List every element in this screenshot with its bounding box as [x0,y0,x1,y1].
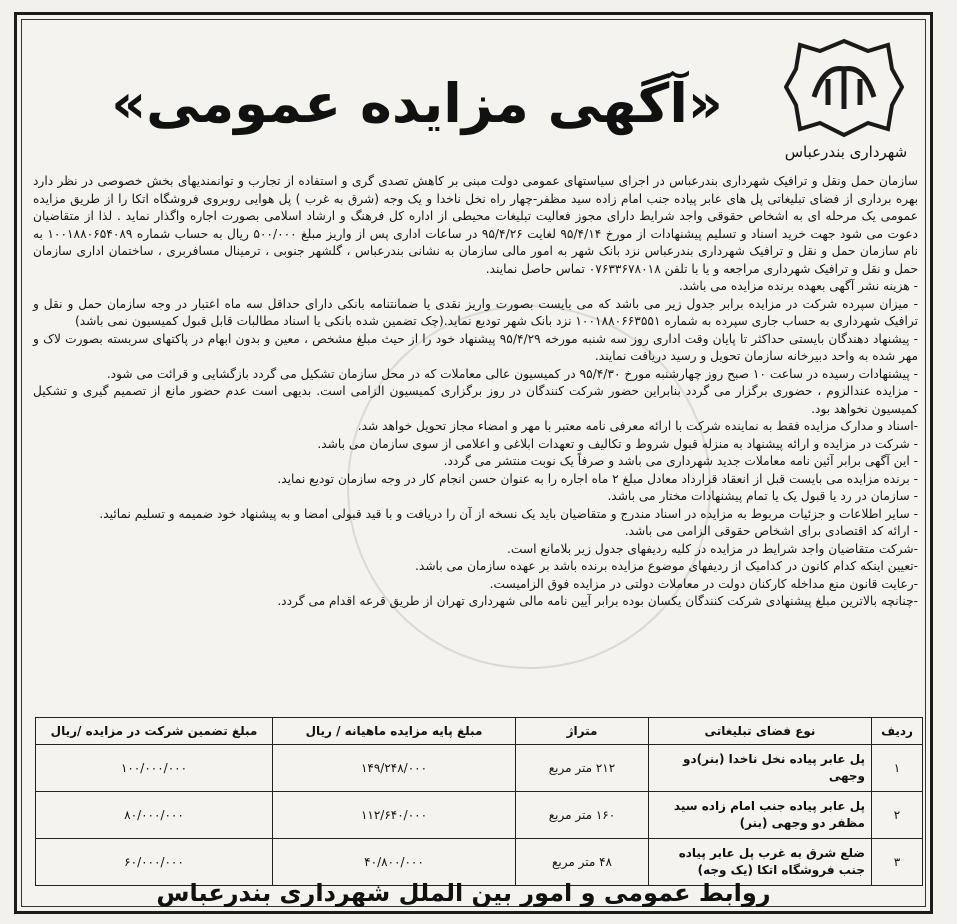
table-row [36,745,923,792]
col-header-row-number: ردیف [872,718,923,745]
guarantee: ۱۰۰/۰۰۰/۰۰۰ [36,745,273,792]
ad-type: پل عابر پیاده جنب امام زاده سید مظفر دو وجهی (بنر) [649,792,872,839]
condition-item: - پیشنهادات رسیده در ساعت ۱۰ صبح روز چهارشنبه مورخ ۹۵/۴/۳۰ در کمیسیون عالی معاملات که در محل سازمان تشکیل می گردد بازگشایی و قرائت می شود. [106,366,918,381]
condition-item: - این آگهی برابر آئین نامه معاملات جدید شهرداری می باشد و صرفاً یک نوبت منتشر می گردد. [443,454,918,468]
condition-item: - میزان سپرده شرکت در مزایده برابر جدول زیر می باشد که می بایست بصورت واریز نقدی یا ضمانتنامه بانکی دارای حداقل سه ماه اعتبار در وجه سازمان حمل و نقل و ترافیک شهرداری به حساب جاری سپرده به شماره ۱۰۰۱۸۸۰۶۶۳۵۵۱ نزد بانک شهر تودیع نماید.(چک تضمین شده بانکی یا اسناد مطالبات قابل قبول کمیسیون نمی باشد) [33,296,918,328]
org-name: شهرداری بندرعباس [784,143,908,161]
base-price: ۱۴۹/۲۴۸/۰۰۰ [273,745,516,792]
condition-item: - مزایده عندالزوم ، حضوری برگزار می گردد بنابراین حضور شرکت کنندگان در روز برگزاری کمیسیون الزامی است. بدیهی است عدم حضور مانع از تصمیم گیری و تشکیل کمیسیون نخواهد بود. [33,384,918,416]
row-number: ۳ [872,839,923,886]
condition-item: - هزینه نشر آگهی بعهده برنده مزایده می باشد. [678,279,918,293]
row-number: ۱ [872,745,923,792]
col-header-guarantee: مبلغ تضمین شرکت در مزایده /ریال [36,718,273,745]
condition-item: - سایر اطلاعات و جزئیات مربوط به مزایده در اسناد مندرج و متقاضیان باید یک نسخه از آن را دریافت و با قید قبولی امضا و به پیشنهاد خود ضمیمه و تسلیم نمائید. [99,506,918,521]
municipality-logo-icon [784,35,904,140]
guarantee: ۶۰/۰۰۰/۰۰۰ [36,839,273,886]
table-row [36,792,923,839]
ad-type: ضلع شرق به غرب پل عابر پیاده جنب فروشگاه اتکا (یک وجه) [649,839,872,886]
ad-body [33,173,918,611]
col-header-ad-type: نوع فضای تبلیغاتی [649,718,872,745]
condition-item: - ارائه کد اقتصادی برای اشخاص حقوقی الزامی می باشد. [624,524,918,538]
intro-paragraph: سازمان حمل ونقل و ترافیک شهرداری بندرعباس در اجرای سیاستهای عمومی دولت مبنی بر کاهش تصدی گری و استفاده از تجارب و توانمندیهای بخش خصوصی در نظر دارد بهره برداری از فضای تبلیغاتی پل های عابر پیاده جنب امام زاده سید مظفر-چهار راه نخل ناخدا و یک وجه (شرق به غرب ) پل هوایی روبروی فروشگاه اتکا را از طریق مزایده عمومی یک مرحله ای به اشخاص حقوقی واجد شرایط دارای مجوز فعالیت تبلیغات محیطی از اداره کل فرهنگ و ارشاد اسلامی بصورت اجاره واگذار نماید . لذا از متقاضیان دعوت می شود جهت خرید اسناد و تسلیم پیشنهادات از مورخ ۹۵/۴/۱۴ لغایت ۹۵/۴/۲۶ در ساعات اداری پس از واریز مبلغ ۵۰۰/۰۰۰ ریال به حساب شماره ۱۰۰۱۸۸۰۶۵۴۰۸۹ به نام سازمان حمل و نقل و ترافیک شهرداری بندرعباس نزد بانک شهر به امور مالی سازمان به نشانی بندرعباس ، گلشهر جنوبی ، ترمینال مسافربری ، ساختمان اداری سازمان حمل و نقل و ترافیک شهرداری مراجعه و یا با تلفن ۰۷۶۳۳۶۷۸۰۱۸ تماس حاصل نمایند. [33,174,918,276]
condition-item: -تعیین اینکه کدام کانون در کدامیک از ردیفهای موضوع مزایده برنده باشد بر عهده سازمان می باشد. [415,559,918,573]
guarantee: ۸۰/۰۰۰/۰۰۰ [36,792,273,839]
condition-item: - شرکت در مزایده و ارائه پیشنهاد به منزله قبول شروط و تکالیف و تعهدات ابلاغی و اعلامی از سوی سازمان می باشد. [317,436,918,451]
area: ۴۸ متر مربع [516,839,649,886]
condition-item: - سازمان در رد یا قبول یک یا تمام پیشنهادات مختار می باشد. [607,489,918,503]
ad-footer-signature: روابط عمومی و امور بین الملل شهرداری بندرعباس [156,879,771,907]
table-header-row [36,718,923,745]
col-header-base-price: مبلغ پایه مزایده ماهیانه / ریال [273,718,516,745]
condition-item: -شرکت متقاضیان واجد شرایط در مزایده در کلیه ردیفهای جدول زیر بلامانع است. [507,541,918,556]
ad-title: «آگهی مزایده عمومی» [111,72,723,135]
ad-type: پل عابر پیاده نخل ناخدا (بنر)دو وجهی [649,745,872,792]
condition-item: - پیشنهاد دهندگان بایستی حداکثر تا پایان وقت اداری روز سه شنبه مورخه ۹۵/۴/۲۹ پیشنهاد خود را از حیث مبلغ مشخص ، معین و بدون ابهام در پاکتهای سربسته بصورت لاک و مهر شده به واحد دبیرخانه سازمان تحویل و رسید دریافت نمایند. [33,331,918,363]
auction-items-table [35,717,923,886]
condition-item: -اسناد و مدارک مزایده فقط به نماینده شرکت با ارائه معرفی نامه معتبر با مهر و امضاء مجاز تحویل خواهد شد. [357,419,918,433]
area: ۲۱۲ متر مربع [516,745,649,792]
col-header-area: متراژ [516,718,649,745]
row-number: ۲ [872,792,923,839]
condition-item: - برنده مزایده می بایست قبل از انعقاد قرارداد معادل مبلغ ۲ ماه اجاره را به عنوان حسن انجام کار در وجه سازمان تودیع نماید. [277,471,918,486]
condition-item: -رعایت قانون منع مداخله کارکنان دولت در معاملات دولتی در مزایده فوق الزامیست. [489,576,918,591]
condition-item: -چنانچه بالاترین مبلغ پیشنهادی شرکت کنندگان یکسان بوده برابر آیین نامه مالی شهرداری تهران از طریق قرعه اقدام می گردد. [277,594,918,608]
ad-header [17,15,930,175]
area: ۱۶۰ متر مربع [516,792,649,839]
base-price: ۱۱۲/۶۴۰/۰۰۰ [273,792,516,839]
base-price: ۴۰/۸۰۰/۰۰۰ [273,839,516,886]
ad-frame [14,12,933,914]
